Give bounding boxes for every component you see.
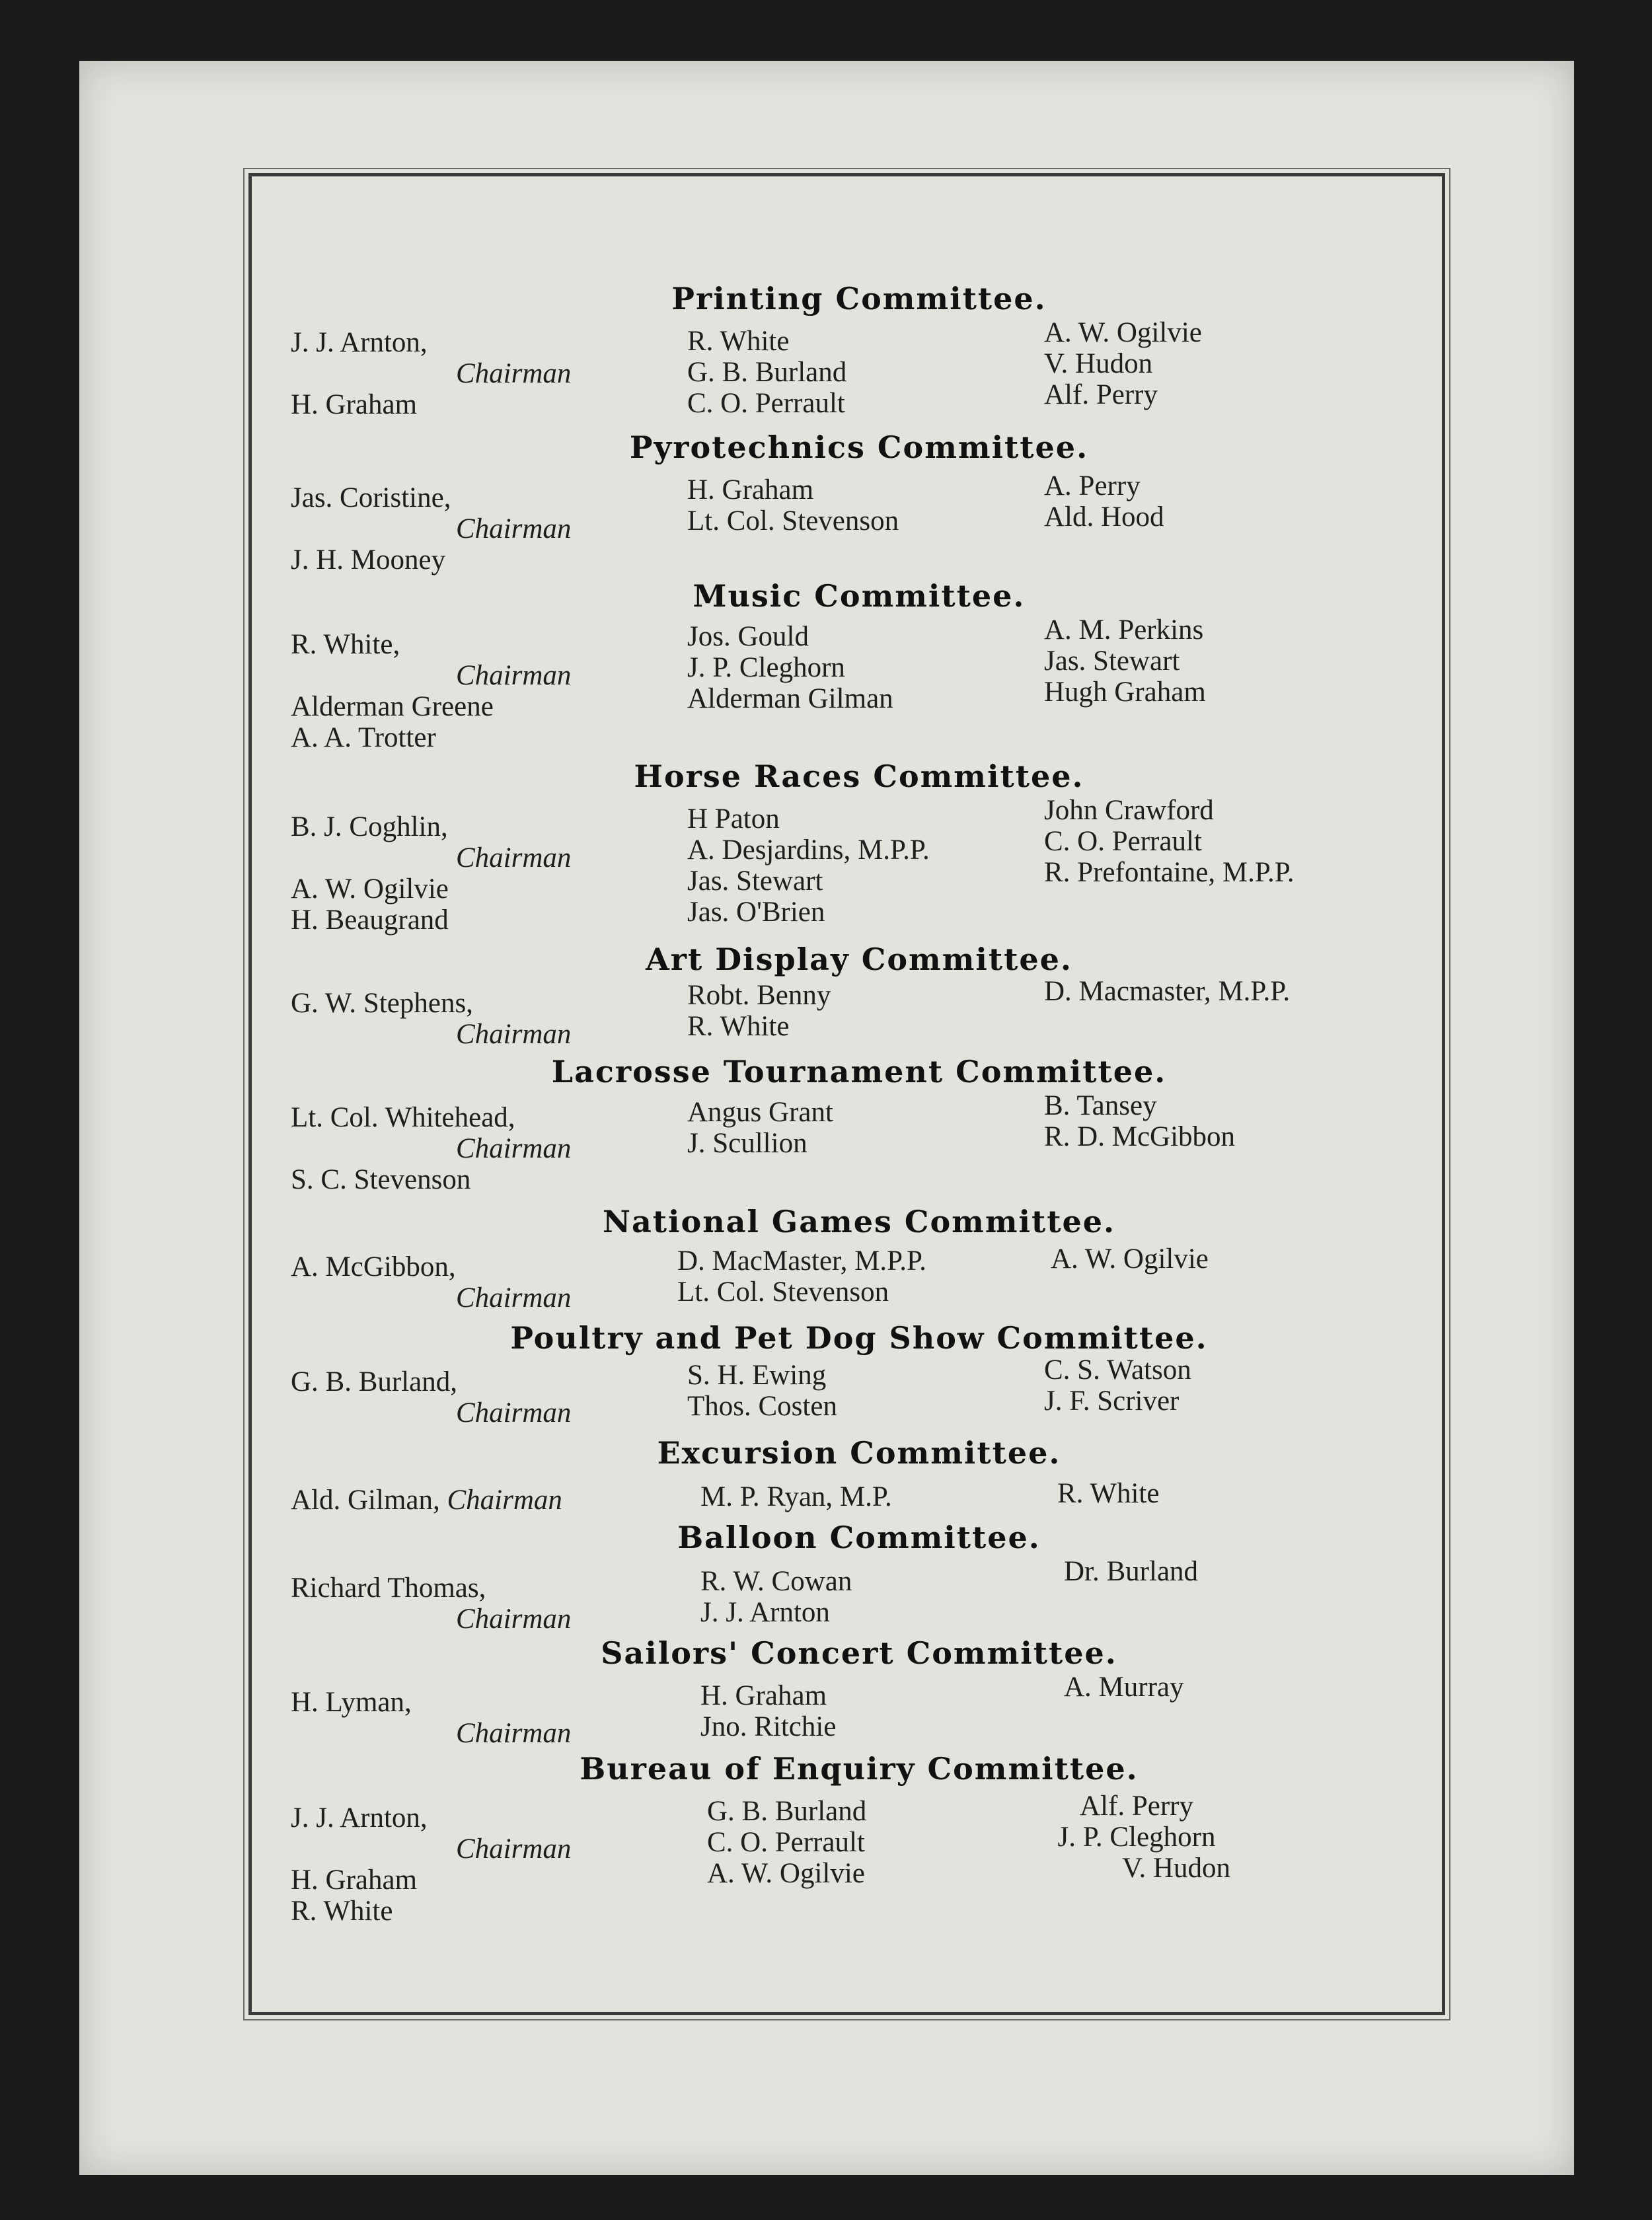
- member: A. W. Ogilvie: [1044, 317, 1202, 348]
- section-heading: Poultry and Pet Dog Show Committee.: [510, 1320, 1208, 1356]
- member: J. Scullion: [687, 1128, 807, 1159]
- member: A. Murray: [1064, 1672, 1184, 1703]
- member: J. J. Arnton,: [291, 327, 428, 358]
- member: J. J. Arnton: [700, 1597, 830, 1628]
- member: J. F. Scriver: [1044, 1386, 1180, 1417]
- member: A. McGibbon,: [291, 1251, 456, 1282]
- chairman-label: Chairman: [456, 1604, 572, 1635]
- member: Hugh Graham: [1044, 677, 1206, 708]
- member: R. White: [1057, 1478, 1160, 1509]
- member: J. J. Arnton,: [291, 1802, 428, 1833]
- chairman-label: Chairman: [447, 1485, 562, 1516]
- section-heading: Balloon Committee.: [677, 1520, 1041, 1555]
- section-heading: Sailors' Concert Committee.: [601, 1635, 1117, 1671]
- member: A. A. Trotter: [291, 722, 436, 753]
- chairman-label: Chairman: [456, 1133, 572, 1164]
- member: R. White: [687, 1011, 790, 1042]
- chairman-label: Chairman: [456, 1282, 572, 1314]
- member: M. P. Ryan, M.P.: [700, 1481, 892, 1512]
- section-heading: Printing Committee.: [671, 281, 1047, 316]
- member: H. Lyman,: [291, 1687, 412, 1718]
- section-heading: Bureau of Enquiry Committee.: [580, 1751, 1139, 1787]
- member: Alderman Gilman: [687, 683, 893, 714]
- section-heading: Art Display Committee.: [646, 942, 1072, 977]
- member: J. H. Mooney: [291, 544, 446, 575]
- member: A. M. Perkins: [1044, 614, 1204, 646]
- member: C. S. Watson: [1044, 1354, 1191, 1386]
- member: Alf. Perry: [1080, 1791, 1193, 1822]
- member: V. Hudon: [1044, 348, 1153, 379]
- member: Ald. Hood: [1044, 501, 1164, 533]
- member: Lt. Col. Stevenson: [687, 505, 899, 536]
- member: D. MacMaster, M.P.P.: [677, 1245, 926, 1276]
- member: Alf. Perry: [1044, 379, 1158, 410]
- member: G. W. Stephens,: [291, 988, 473, 1019]
- member: Jas. Stewart: [687, 866, 823, 897]
- member: Jas. Stewart: [1044, 646, 1180, 677]
- section-heading: Lacrosse Tournament Committee.: [551, 1054, 1167, 1090]
- member: R. D. McGibbon: [1044, 1121, 1236, 1152]
- member: Jas. Coristine,: [291, 482, 451, 513]
- member: Thos. Costen: [687, 1391, 837, 1422]
- member: J. P. Cleghorn: [1057, 1822, 1216, 1853]
- chairman-label: Chairman: [456, 1019, 572, 1050]
- chairman-label: Chairman: [456, 513, 572, 544]
- section-heading: National Games Committee.: [602, 1204, 1116, 1240]
- member: H. Graham: [291, 1865, 418, 1896]
- member: G. B. Burland: [707, 1796, 867, 1827]
- member: Robt. Benny: [687, 980, 831, 1011]
- chairman-label: Chairman: [456, 1718, 572, 1749]
- member: Jno. Ritchie: [700, 1711, 837, 1742]
- member: Alderman Greene: [291, 691, 494, 722]
- member: A. W. Ogilvie: [291, 873, 449, 905]
- member-line: [291, 1485, 714, 1516]
- member: B. Tansey: [1044, 1090, 1157, 1121]
- member: A. Perry: [1044, 470, 1141, 501]
- member: G. B. Burland: [687, 357, 847, 388]
- chairman-label: Chairman: [456, 1397, 572, 1428]
- member: R. Prefontaine, M.P.P.: [1044, 857, 1295, 888]
- chairman-label: Chairman: [456, 358, 572, 389]
- member: Lt. Col. Whitehead,: [291, 1102, 515, 1133]
- chairman-label: Chairman: [456, 660, 572, 691]
- member: A. W. Ogilvie: [1051, 1243, 1209, 1275]
- member: Ald. Gilman,: [291, 1485, 440, 1516]
- member: A. Desjardins, M.P.P.: [687, 834, 930, 866]
- member: R. W. Cowan: [700, 1566, 852, 1597]
- member: R. White,: [291, 629, 400, 660]
- member: B. J. Coghlin,: [291, 811, 448, 842]
- section-heading: Music Committee.: [693, 578, 1026, 614]
- member: H. Graham: [700, 1680, 827, 1711]
- member: Richard Thomas,: [291, 1572, 486, 1604]
- member: Dr. Burland: [1064, 1556, 1199, 1587]
- member: H. Graham: [687, 474, 814, 505]
- member: Lt. Col. Stevenson: [677, 1276, 889, 1308]
- member: D. Macmaster, M.P.P.: [1044, 976, 1291, 1007]
- section-heading: Pyrotechnics Committee.: [629, 429, 1089, 465]
- member: H. Beaugrand: [291, 905, 449, 936]
- member: G. B. Burland,: [291, 1366, 458, 1397]
- member: A. W. Ogilvie: [707, 1858, 865, 1889]
- member: John Crawford: [1044, 795, 1214, 826]
- member: C. O. Perrault: [707, 1827, 865, 1858]
- member: H. Graham: [291, 389, 418, 420]
- member: Angus Grant: [687, 1097, 833, 1128]
- member: J. P. Cleghorn: [687, 652, 845, 683]
- member: H Paton: [687, 803, 780, 834]
- member: R. White: [291, 1896, 393, 1927]
- member: C. O. Perrault: [1044, 826, 1202, 857]
- member: Jas. O'Brien: [687, 897, 825, 928]
- member: C. O. Perrault: [687, 388, 845, 419]
- section-heading: Excursion Committee.: [657, 1435, 1061, 1471]
- member: S. H. Ewing: [687, 1360, 827, 1391]
- chairman-label: Chairman: [456, 842, 572, 873]
- chairman-label: Chairman: [456, 1833, 572, 1865]
- member: S. C. Stevenson: [291, 1164, 471, 1195]
- member: R. White: [687, 326, 790, 357]
- section-heading: Horse Races Committee.: [634, 758, 1084, 794]
- member: V. Hudon: [1121, 1853, 1231, 1884]
- member: Jos. Gould: [687, 621, 809, 652]
